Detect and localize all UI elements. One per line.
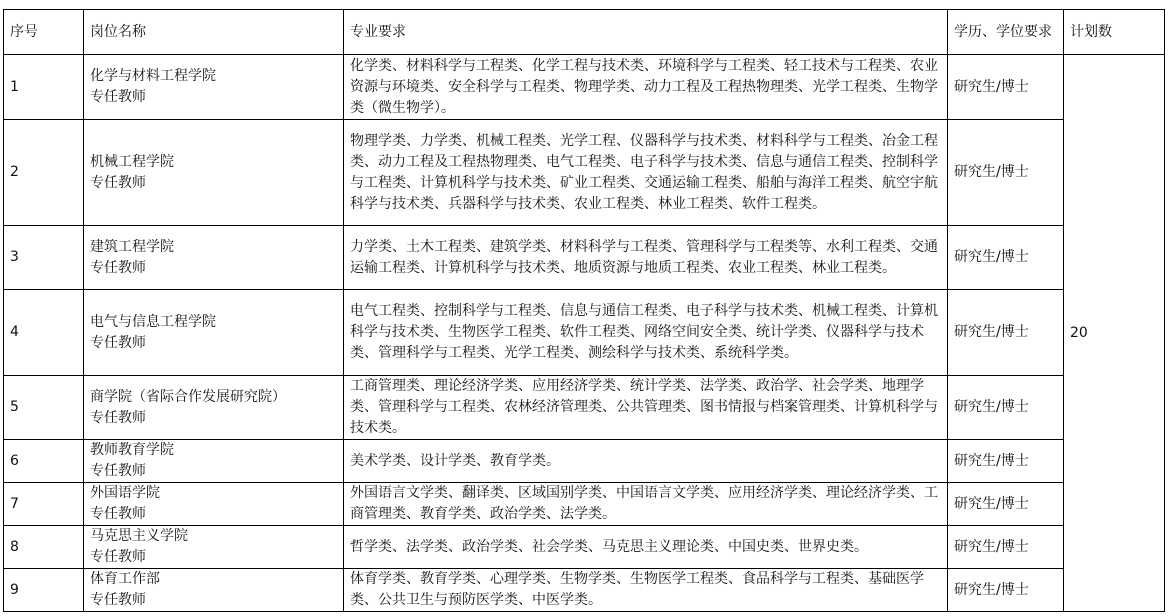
position-title: 专任教师 (90, 506, 146, 522)
position-title: 专任教师 (90, 259, 146, 276)
position-title: 专任教师 (90, 89, 146, 105)
header-no: 序号 (4, 10, 84, 55)
row-position (84, 569, 344, 612)
college-name: 化学与材料工程学院 (90, 68, 216, 84)
row-degree: 研究生/博士 (948, 526, 1064, 569)
row-major: 体育学类、教育学类、心理学类、生物学类、生物医学工程类、食品科学与工程类、基础医学类、公共卫生与预防医学类、中医学类。 (344, 569, 948, 612)
position-title: 专任教师 (90, 174, 146, 191)
row-degree: 研究生/博士 (948, 376, 1064, 440)
table-row (4, 526, 1165, 569)
row-degree: 研究生/博士 (948, 120, 1064, 226)
row-degree: 研究生/博士 (948, 569, 1064, 612)
position-title: 专任教师 (90, 409, 146, 426)
row-no: 5 (4, 376, 84, 440)
row-position (84, 440, 344, 483)
plan-count: 20 (1064, 55, 1165, 612)
table-row (4, 483, 1165, 526)
position-title: 专任教师 (90, 549, 146, 565)
row-no: 2 (4, 120, 84, 226)
row-position (84, 526, 344, 569)
college-name: 体育工作部 (90, 571, 160, 587)
college-name: 外国语学院 (90, 485, 160, 501)
row-degree: 研究生/博士 (948, 440, 1064, 483)
row-major: 电气工程类、控制科学与工程类、信息与通信工程类、电子科学与技术类、机械工程类、计算机科学与技术类、生物医学工程类、软件工程类、网络空间安全类、统计学类、仪器科学与技术类、管理科学与工程类、光学工程类、测绘科学与技术类、系统科学类。 (344, 290, 948, 376)
header-plan: 计划数 (1064, 10, 1165, 55)
row-no: 8 (4, 526, 84, 569)
position-title: 专任教师 (90, 463, 146, 479)
row-position (84, 290, 344, 376)
college-name: 马克思主义学院 (90, 528, 188, 544)
table-row (4, 376, 1165, 440)
row-position (84, 120, 344, 226)
college-name: 商学院（省际合作发展研究院） (90, 388, 286, 405)
row-no: 4 (4, 290, 84, 376)
row-major: 物理学类、力学类、机械工程类、光学工程、仪器科学与技术类、材料科学与工程类、冶金工程类、动力工程及工程热物理类、电气工程类、电子科学与技术类、信息与通信工程类、控制科学与工程类、计算机科学与技术类、矿业工程类、交通运输工程类、船舶与海洋工程类、航空宇航科学与技术类、兵器科学与技术类、农业工程类、林业工程类、软件工程类。 (344, 120, 948, 226)
row-no: 9 (4, 569, 84, 612)
row-major: 外国语言文学类、翻译类、区域国别学类、中国语言文学类、应用经济学类、理论经济学类、工商管理类、教育学类、政治学类、法学类。 (344, 483, 948, 526)
row-no: 6 (4, 440, 84, 483)
row-position (84, 376, 344, 440)
row-major: 美术学类、设计学类、教育学类。 (344, 440, 948, 483)
row-position (84, 55, 344, 120)
college-name: 电气与信息工程学院 (90, 313, 216, 330)
row-degree: 研究生/博士 (948, 483, 1064, 526)
header-position: 岗位名称 (84, 10, 344, 55)
header-major: 专业要求 (344, 10, 948, 55)
row-major: 工商管理类、理论经济学类、应用经济学类、统计学类、法学类、政治学、社会学类、地理学类、管理科学与工程类、农林经济管理类、公共管理类、图书情报与档案管理类、计算机科学与技术类。 (344, 376, 948, 440)
table-row (4, 440, 1165, 483)
row-major: 力学类、土木工程类、建筑学类、材料科学与工程类、管理科学与工程类等、水利工程类、交通运输工程类、计算机科学与技术类、地质资源与地质工程类、农业工程类、林业工程类。 (344, 226, 948, 290)
row-major: 化学类、材料科学与工程类、化学工程与技术类、环境科学与工程类、轻工技术与工程类、农业资源与环境类、安全科学与工程类、物理学类、动力工程及工程热物理类、光学工程类、生物学类（微生物学）。 (344, 55, 948, 120)
row-no: 7 (4, 483, 84, 526)
row-no: 3 (4, 226, 84, 290)
table-row (4, 120, 1165, 226)
table-row (4, 55, 1165, 120)
recruitment-table (3, 9, 1165, 612)
row-degree: 研究生/博士 (948, 290, 1064, 376)
college-name: 教师教育学院 (90, 442, 174, 458)
row-degree: 研究生/博士 (948, 55, 1064, 120)
position-title: 专任教师 (90, 334, 146, 351)
header-row (4, 10, 1165, 55)
college-name: 建筑工程学院 (90, 238, 174, 255)
college-name: 机械工程学院 (90, 153, 174, 170)
row-degree: 研究生/博士 (948, 226, 1064, 290)
position-title: 专任教师 (90, 592, 146, 608)
row-major: 哲学类、法学类、政治学类、社会学类、马克思主义理论类、中国史类、世界史类。 (344, 526, 948, 569)
header-degree: 学历、学位要求 (948, 10, 1064, 55)
row-position (84, 483, 344, 526)
row-position (84, 226, 344, 290)
table-row (4, 290, 1165, 376)
row-no: 1 (4, 55, 84, 120)
table-row (4, 226, 1165, 290)
table-row (4, 569, 1165, 612)
